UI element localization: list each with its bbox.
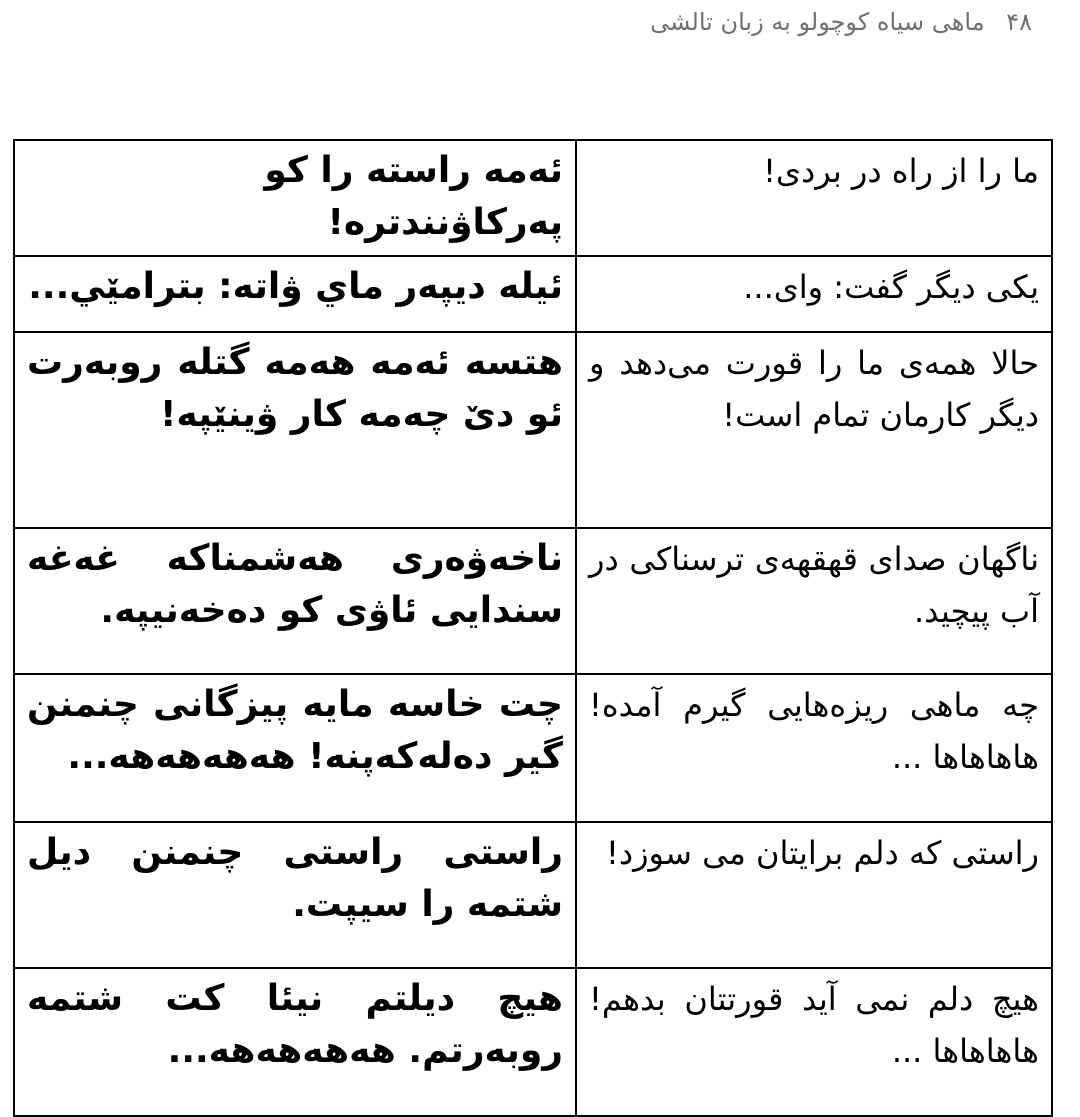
table-row [14,256,1052,332]
running-title: ماهی سیاه کوچولو به زبان تالشی [650,8,985,36]
talishi-cell: ئیله دیپەر ماي ۋاتە: بترامێي... [14,256,576,332]
talishi-cell: هتسە ئەمە هەمە گتلە روبەرت ئو دێ چەمە کار ۋینێپە! [14,332,576,528]
persian-cell: یکی دیگر گفت: وای... [576,256,1052,332]
persian-cell: حالا همه‌ی ما را قورت می‌دهد و دیگر کارمان تمام است! [576,332,1052,528]
bilingual-text-table [13,139,1053,1117]
page-number: ۴۸ [1006,8,1032,36]
persian-cell: هیچ دلم نمی آید قورتتان بدهم! هاهاهاها ... [576,968,1052,1116]
talishi-cell: چت خاسە مایە پیزگانی چنمنن گیر دەلەکەپنە! هەهەهەهە... [14,674,576,822]
talishi-cell: ناخەۋەری هەشمناکە غەغە سندایی ئاۋی کو دەخەنیپە. [14,528,576,674]
persian-cell: راستی که دلم برایتان می سوزد! [576,822,1052,968]
table-row [14,674,1052,822]
talishi-cell: هیچ دیلتم نیئا کت شتمە روبەرتم. هەهەهەهە... [14,968,576,1116]
page-header [650,8,1032,36]
talishi-cell: راستی راستی چنمنن دیل شتمە را سیپت. [14,822,576,968]
persian-cell: ناگهان صدای قهقهه‌ی ترسناکی در آب پیچید. [576,528,1052,674]
persian-cell: چه ماهی ریزه‌هایی گیرم آمده! هاهاهاها ... [576,674,1052,822]
table-row [14,332,1052,528]
talishi-cell: ئەمە راستە را کو پەرکاۋنندترە! [14,140,576,256]
table-row [14,528,1052,674]
table-row [14,968,1052,1116]
table-row [14,140,1052,256]
persian-cell: ما را از راه در بردی! [576,140,1052,256]
table-row [14,822,1052,968]
